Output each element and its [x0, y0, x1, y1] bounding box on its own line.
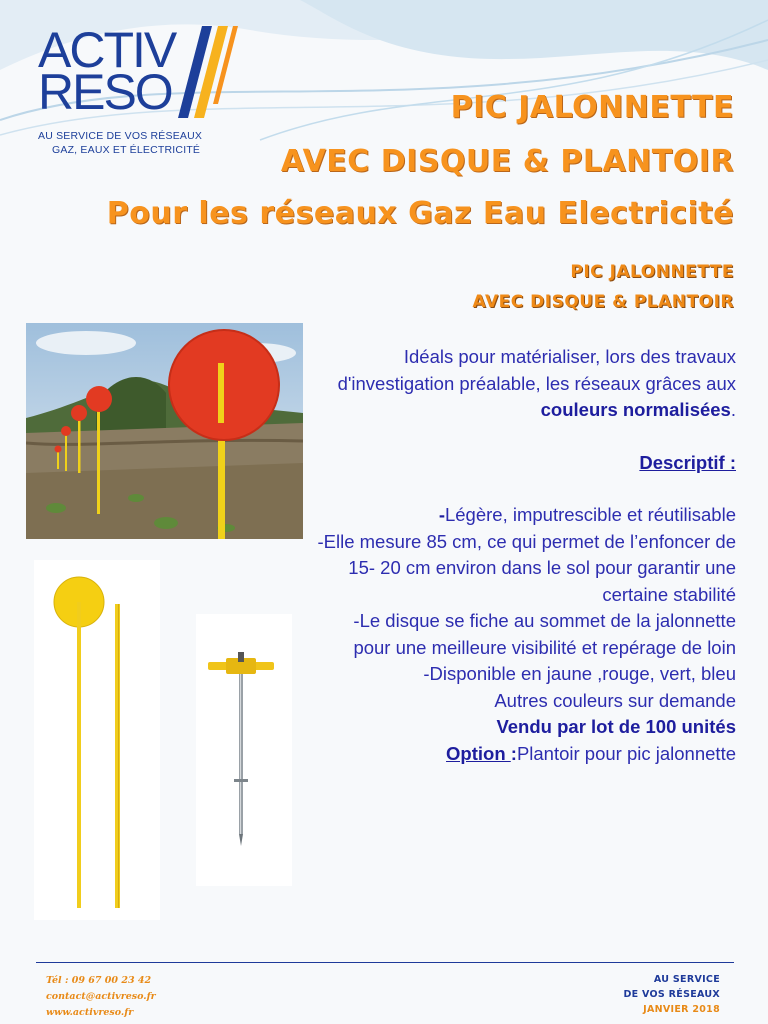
footer-phone: Tél : 09 67 00 23 42	[46, 975, 152, 986]
page-title-line1: PIC JALONNETTE	[450, 90, 734, 125]
feature-bullet-2: -Elle mesure 85 cm, ce qui permet de l’enfoncer de 15- 20 cm environ dans le sol pour garantir une certaine stabilité	[317, 530, 736, 605]
product-subheading-line1: PIC JALONNETTE	[570, 262, 734, 282]
extra-colors-note: Autres couleurs sur demande	[494, 689, 736, 711]
descriptif-heading: Descriptif :	[639, 451, 736, 473]
plantoir-product-image	[196, 614, 292, 886]
logo-text-line1: ACTIV	[38, 22, 176, 78]
intro-emphasis: couleurs normalisées	[540, 399, 731, 420]
logo-text-line2: RESO	[38, 64, 172, 120]
feature-bullet-4: -Disponible en jaune ,rouge, vert, bleu	[423, 663, 736, 684]
lot-info: Vendu par lot de 100 unités	[496, 716, 736, 737]
feature-bullet-3: -Le disque se fiche au sommet de la jalonnette pour une meilleure visibilité et repérage de loin	[353, 610, 736, 658]
logo-tagline-line2: GAZ, EAUX ET ÉLECTRICITÉ	[52, 144, 201, 156]
footer-slogan-line2: DE VOS RÉSEAUX	[623, 989, 720, 1000]
option-line: Option :Plantoir pour pic jalonnette	[446, 742, 736, 764]
stake-disc-product-image	[34, 560, 160, 920]
logo-tagline-line1: AU SERVICE DE VOS RÉSEAUX	[38, 130, 203, 142]
intro-paragraph: Idéals pour matérialiser, lors des travaux d'investigation préalable, les réseaux grâces aux couleurs normalisées.	[337, 346, 736, 420]
logo-slash-marks-icon	[178, 26, 238, 121]
page-title-line2: AVEC DISQUE & PLANTOIR	[280, 144, 734, 179]
footer-website-link[interactable]: www.activreso.fr	[46, 1007, 134, 1018]
footer-date: JANVIER 2018	[643, 1004, 720, 1015]
field-photo	[26, 323, 303, 539]
product-description	[316, 344, 736, 767]
product-subheading-line2: AVEC DISQUE & PLANTOIR	[472, 292, 734, 312]
footer-email-link[interactable]: contact@activreso.fr	[46, 991, 156, 1002]
activreso-logo	[38, 22, 238, 166]
footer-divider	[36, 962, 734, 963]
feature-bullet-1: -Légère, imputrescible et réutilisable	[438, 504, 736, 525]
footer-slogan-line1: AU SERVICE	[653, 974, 720, 985]
page-title-line3: Pour les réseaux Gaz Eau Electricité	[106, 196, 734, 231]
